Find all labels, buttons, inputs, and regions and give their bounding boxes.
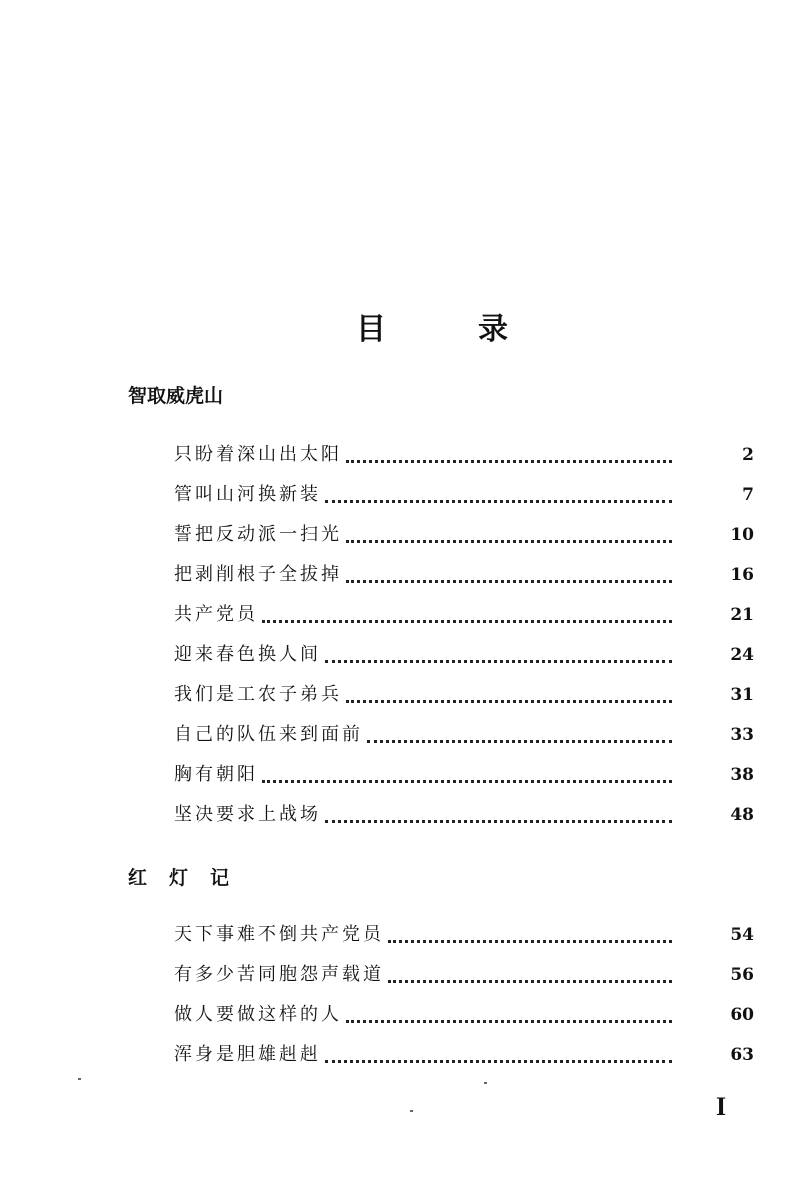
toc-entry-title: 迎来春色换人间 — [174, 644, 321, 665]
toc-entry-title: 天下事难不倒共产党员 — [174, 924, 384, 945]
toc-entry-title: 只盼着深山出太阳 — [174, 444, 342, 465]
toc-entry-title: 管叫山河换新装 — [174, 484, 321, 505]
page-number: I — [716, 1092, 727, 1121]
toc-entry[interactable] — [174, 555, 754, 595]
dot-leader — [325, 658, 672, 663]
toc-entry[interactable] — [174, 795, 754, 835]
toc-entry-page: 7 — [742, 485, 754, 505]
toc-entry[interactable] — [174, 675, 754, 715]
dot-leader — [346, 698, 672, 703]
toc-entry-page: 60 — [730, 1005, 754, 1025]
toc-entry-title: 我们是工农子弟兵 — [174, 684, 342, 705]
page-title-char-2: 录 — [478, 312, 508, 347]
toc-entry[interactable] — [174, 915, 754, 955]
page-title-char-1: 目 — [356, 312, 386, 347]
dot-leader — [388, 978, 672, 983]
toc-entry[interactable] — [174, 595, 754, 635]
toc-list-zhiqu-weihushan — [174, 435, 754, 835]
dot-leader — [346, 578, 672, 583]
toc-entry-title: 有多少苦同胞怨声载道 — [174, 964, 384, 985]
section-heading-hongdengji: 红灯记 — [128, 867, 252, 889]
toc-entry[interactable] — [174, 955, 754, 995]
scan-speck — [410, 1110, 413, 1112]
dot-leader — [346, 458, 672, 463]
dot-leader — [262, 778, 672, 783]
toc-entry-title: 共产党员 — [174, 604, 258, 625]
toc-entry-page: 2 — [742, 445, 754, 465]
toc-entry-page: 24 — [730, 645, 754, 665]
toc-entry-page: 10 — [730, 525, 754, 545]
toc-entry-page: 54 — [730, 925, 754, 945]
dot-leader — [325, 818, 672, 823]
dot-leader — [346, 538, 672, 543]
toc-entry[interactable] — [174, 995, 754, 1035]
toc-entry-page: 48 — [730, 805, 754, 825]
toc-entry[interactable] — [174, 435, 754, 475]
toc-entry-page: 56 — [730, 965, 754, 985]
dot-leader — [367, 738, 672, 743]
toc-entry[interactable] — [174, 1035, 754, 1075]
dot-leader — [346, 1018, 672, 1023]
toc-entry-page: 33 — [730, 725, 754, 745]
dot-leader — [388, 938, 672, 943]
scan-speck — [78, 1078, 81, 1080]
dot-leader — [262, 618, 672, 623]
toc-entry-page: 63 — [730, 1045, 754, 1065]
dot-leader — [325, 498, 672, 503]
toc-entry-page: 16 — [730, 565, 754, 585]
toc-entry-title: 浑身是胆雄赳赳 — [174, 1044, 321, 1065]
toc-entry-title: 胸有朝阳 — [174, 764, 258, 785]
toc-entry[interactable] — [174, 715, 754, 755]
toc-entry-page: 38 — [730, 765, 754, 785]
toc-list-hongdengji — [174, 915, 754, 1075]
toc-entry-title: 做人要做这样的人 — [174, 1004, 342, 1025]
scan-speck — [484, 1082, 487, 1084]
toc-entry[interactable] — [174, 755, 754, 795]
toc-entry-title: 坚决要求上战场 — [174, 804, 321, 825]
toc-entry-title: 自己的队伍来到面前 — [174, 724, 363, 745]
toc-entry[interactable] — [174, 515, 754, 555]
toc-entry-title: 把剥削根子全拔掉 — [174, 564, 342, 585]
toc-entry[interactable] — [174, 475, 754, 515]
section-heading-zhiqu-weihushan: 智取威虎山 — [128, 385, 224, 407]
toc-entry-page: 31 — [730, 685, 754, 705]
toc-entry-title: 誓把反动派一扫光 — [174, 524, 342, 545]
page-title — [0, 310, 800, 350]
dot-leader — [325, 1058, 672, 1063]
toc-entry-page: 21 — [730, 605, 754, 625]
toc-entry[interactable] — [174, 635, 754, 675]
